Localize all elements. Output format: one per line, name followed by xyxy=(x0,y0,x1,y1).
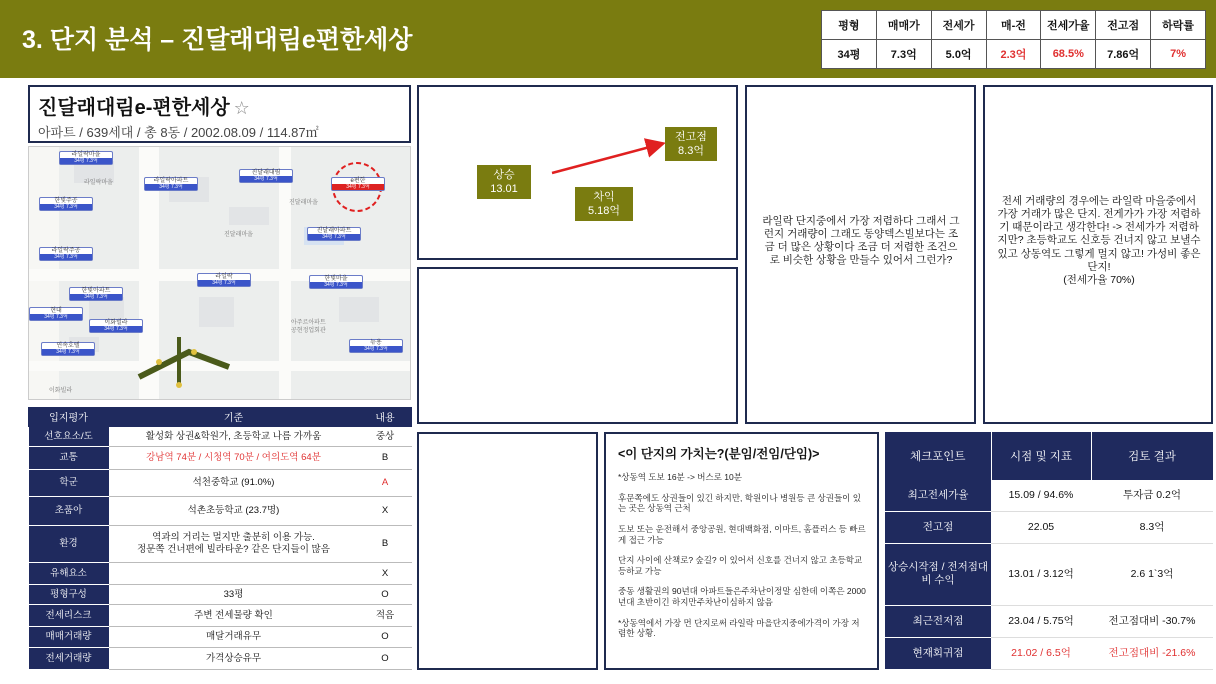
table-row xyxy=(29,469,412,496)
row-category: 평형구성 xyxy=(29,585,109,605)
row-indicator: 13.01 / 3.12억 xyxy=(991,543,1091,605)
value-paragraph: 단지 사이에 산책로? 숲길? 이 있어서 신호를 건너지 않고 초등학교 등하교 가능 xyxy=(618,555,863,576)
row-result: 2.6 1`3억 xyxy=(1091,543,1213,605)
map-label[interactable]: 라일락 34평 7.3억 xyxy=(197,273,251,287)
value-title: <이 단지의 가치는?(분임/전임/단임)> xyxy=(618,447,820,461)
row-category: 교통 xyxy=(29,447,109,470)
row-result: 8.3억 xyxy=(1091,511,1213,543)
row-criterion: 석촌초등학교 (23.7명) xyxy=(109,496,359,525)
column-header: 기준 xyxy=(109,408,359,427)
location-evaluation-table xyxy=(28,407,412,670)
summary-value-peak: 7.86억 xyxy=(1096,40,1151,69)
row-category: 유해요소 xyxy=(29,562,109,585)
favorite-star-icon[interactable]: ☆ xyxy=(233,98,250,118)
map-label[interactable]: 연속호텔 34평 7.3억 xyxy=(41,342,95,356)
peak-value: 8.3억 xyxy=(678,145,704,157)
diff-value: 5.18억 xyxy=(587,205,621,217)
row-result: A xyxy=(359,469,412,496)
row-result: B xyxy=(359,447,412,470)
summary-header-drop: 하락률 xyxy=(1151,11,1206,40)
row-criterion xyxy=(109,562,359,585)
header-bar xyxy=(0,0,1216,78)
map-label[interactable]: 뉴용 34평 7.3억 xyxy=(349,339,403,353)
row-criterion: 주변 전세물량 확인 xyxy=(109,604,359,626)
diff-badge xyxy=(575,187,633,221)
table-row xyxy=(885,637,1213,669)
row-category: 전세리스크 xyxy=(29,604,109,626)
summary-value-ratio: 68.5% xyxy=(1041,40,1096,69)
summary-header-sale: 매매가 xyxy=(876,11,931,40)
map-label-target[interactable]: e편한 34평 7.3억 xyxy=(331,177,385,191)
peak-badge xyxy=(665,127,717,161)
map-label[interactable]: 한빛마을 34평 7.3억 xyxy=(309,275,363,289)
map-place: 진달래마을 xyxy=(224,232,253,238)
rise-label: 상승 xyxy=(493,169,515,181)
map-place: 공현정업회관 xyxy=(291,328,326,334)
apartment-name: 진달래대림e-편한세상 xyxy=(38,97,230,119)
apartment-info xyxy=(28,85,411,143)
summary-value-sale: 7.3억 xyxy=(876,40,931,69)
row-category: 학군 xyxy=(29,469,109,496)
row-category: 환경 xyxy=(29,525,109,562)
empty-box-bottom xyxy=(417,432,598,670)
row-result: 중상 xyxy=(359,426,412,447)
value-paragraph: *상동역에서 가장 먼 단지로써 라일락 마을단지중에가격이 가장 저렴한 상황. xyxy=(618,617,860,639)
row-criterion: 가격상승유무 xyxy=(109,648,359,670)
row-result: 전고점대비 -21.6% xyxy=(1091,637,1213,669)
summary-header-row xyxy=(822,11,1206,40)
empty-box-middle xyxy=(417,267,738,424)
row-category: 전세거래량 xyxy=(29,648,109,670)
value-paragraph: *상동역 도보 16분 -> 버스로 10분 xyxy=(618,472,742,482)
map-label[interactable]: 한빛아파트 34평 7.3억 xyxy=(69,287,123,301)
comment-box-middle xyxy=(745,85,976,424)
value-paragraph: 도보 또는 운전해서 중앙공원, 현대백화점, 이마트, 홈플러스 등 빠르게 접근 가능 xyxy=(618,523,866,545)
map-label[interactable]: 라일락주공 34평 7.3억 xyxy=(39,247,93,261)
map-place: 진달래마을 xyxy=(289,200,318,206)
table-row xyxy=(885,511,1213,543)
row-point: 상승시작점 / 전저점대비 수익 xyxy=(885,543,991,605)
row-category: 매매거래량 xyxy=(29,626,109,648)
table-row xyxy=(29,604,412,626)
map-place: 아주르아파트 xyxy=(291,320,326,326)
summary-header-jeonse: 전세가 xyxy=(931,11,986,40)
row-indicator: 15.09 / 94.6% xyxy=(991,480,1091,511)
location-map[interactable] xyxy=(28,146,411,400)
row-result: 투자금 0.2억 xyxy=(1091,480,1213,511)
map-label[interactable]: 한빛주공 34평 7.3억 xyxy=(39,197,93,211)
apartment-meta: 아파트 / 639세대 / 총 8동 / 2002.08.09 / 114.87㎡ xyxy=(38,125,319,140)
row-result: X xyxy=(359,562,412,585)
summary-value-row xyxy=(822,40,1206,69)
row-point: 전고점 xyxy=(885,511,991,543)
table-row xyxy=(29,626,412,648)
peak-label: 전고점 xyxy=(675,131,707,143)
apartment-name-row xyxy=(38,91,401,120)
summary-table xyxy=(821,10,1206,69)
column-header: 체크포인트 xyxy=(885,432,991,480)
column-header: 시점 및 지표 xyxy=(991,432,1091,480)
checkpoint-table xyxy=(885,432,1214,670)
row-indicator: 21.02 / 6.5억 xyxy=(991,637,1091,669)
map-place: 라일락마을 xyxy=(84,180,113,186)
table-header-row xyxy=(29,408,412,427)
summary-value-size: 34평 xyxy=(822,40,877,69)
row-criterion: 역과의 거리는 멀지만 출분히 이용 가능. 정문쪽 건너편에 빌라타운? 같은 단지들이 많음 xyxy=(109,525,359,562)
price-trend-box xyxy=(417,85,738,260)
rise-value: 13.01 xyxy=(490,183,518,195)
map-label[interactable]: 이화빌라 34평 7.3억 xyxy=(89,319,143,333)
row-criterion: 33평 xyxy=(109,585,359,605)
summary-value-gap: 2.3억 xyxy=(986,40,1041,69)
table-row xyxy=(29,525,412,562)
comment-right: 전세 거래량의 경우에는 라일락 마을중에서 가장 거래가 많은 단지. 전게가가 가장 저렴하기 때문이라고 생각한다! -> 전세가가 저렴하지만? 초등학교도 신호등 건너지 않고 보낼수있고 상동역도 그렇게 멀지 않고! 가성비 좋은 단지! (전세가율 70%) xyxy=(997,195,1201,286)
table-row xyxy=(29,447,412,470)
row-category: 선호요소/도 xyxy=(29,426,109,447)
comment-box-right xyxy=(983,85,1213,424)
column-header: 검토 결과 xyxy=(1091,432,1213,480)
rise-badge xyxy=(477,165,531,199)
table-row xyxy=(29,496,412,525)
summary-header-size: 평형 xyxy=(822,11,877,40)
trend-arrow xyxy=(419,87,736,258)
summary-value-jeonse: 5.0억 xyxy=(931,40,986,69)
table-row xyxy=(885,480,1213,511)
row-point: 최고전세가율 xyxy=(885,480,991,511)
row-result: O xyxy=(359,585,412,605)
row-criterion: 매달거래유무 xyxy=(109,626,359,648)
table-row xyxy=(29,426,412,447)
table-row xyxy=(885,543,1213,605)
row-result: 전고점대비 -30.7% xyxy=(1091,605,1213,637)
row-criterion: 강남역 74분 / 시청역 70분 / 여의도역 64분 xyxy=(109,447,359,470)
map-label[interactable]: 진달래아파트 34평 7.3억 xyxy=(307,227,361,241)
comment-middle: 라일락 단지중에서 가장 저렴하다 그래서 그런지 거래량이 그래도 동양덱스빌보다는 조금 더 많은 상황이다 조금 더 저렴한 조건으로 비슷한 상황을 만들수 있어서 그런가? xyxy=(762,215,960,267)
table-row xyxy=(29,648,412,670)
summary-header-ratio: 전세가율 xyxy=(1041,11,1096,40)
value-paragraph: 후문쪽에도 상권들이 있긴 하지만, 학원이나 병원등 큰 상권들이 있는 곳은 상동역 근처 xyxy=(618,492,861,514)
row-indicator: 22.05 xyxy=(991,511,1091,543)
column-header: 입지평가 xyxy=(29,408,109,427)
row-criterion: 석천중학교 (91.0%) xyxy=(109,469,359,496)
map-label[interactable]: 진달래대림 34평 7.3억 xyxy=(239,169,293,183)
row-criterion: 활성화 상권&학원가, 초등학교 나름 가까움 xyxy=(109,426,359,447)
map-label[interactable]: 라일락마을 34평 7.3억 xyxy=(59,151,113,165)
row-result: O xyxy=(359,626,412,648)
value-paragraph: 중동 생활권의 90년대 아파트들은주차난이정말 심한데 이쪽은 2000년대 초반이긴 하지만주차난이심하지 않음 xyxy=(618,586,866,607)
row-result: X xyxy=(359,496,412,525)
row-result: 적음 xyxy=(359,604,412,626)
row-indicator: 23.04 / 5.75억 xyxy=(991,605,1091,637)
row-category: 초품아 xyxy=(29,496,109,525)
row-point: 최근전저점 xyxy=(885,605,991,637)
summary-header-gap: 매-전 xyxy=(986,11,1041,40)
map-place: 이화빌라 xyxy=(49,388,73,394)
row-point: 현재회귀점 xyxy=(885,637,991,669)
value-box xyxy=(604,432,879,670)
summary-header-peak: 전고점 xyxy=(1096,11,1151,40)
map-label[interactable]: 라일락아파트 34평 7.3억 xyxy=(144,177,198,191)
table-header-row xyxy=(885,432,1213,480)
row-result: B xyxy=(359,525,412,562)
diff-label: 차익 xyxy=(593,191,615,203)
page-title: 3. 단지 분석 – 진달래대림e편한세상 xyxy=(22,26,413,54)
map-label[interactable]: 현대 34평 7.3억 xyxy=(29,307,83,321)
summary-value-drop: 7% xyxy=(1151,40,1206,69)
table-row xyxy=(29,562,412,585)
column-header: 내용 xyxy=(359,408,412,427)
table-row xyxy=(885,605,1213,637)
row-result: O xyxy=(359,648,412,670)
table-row xyxy=(29,585,412,605)
